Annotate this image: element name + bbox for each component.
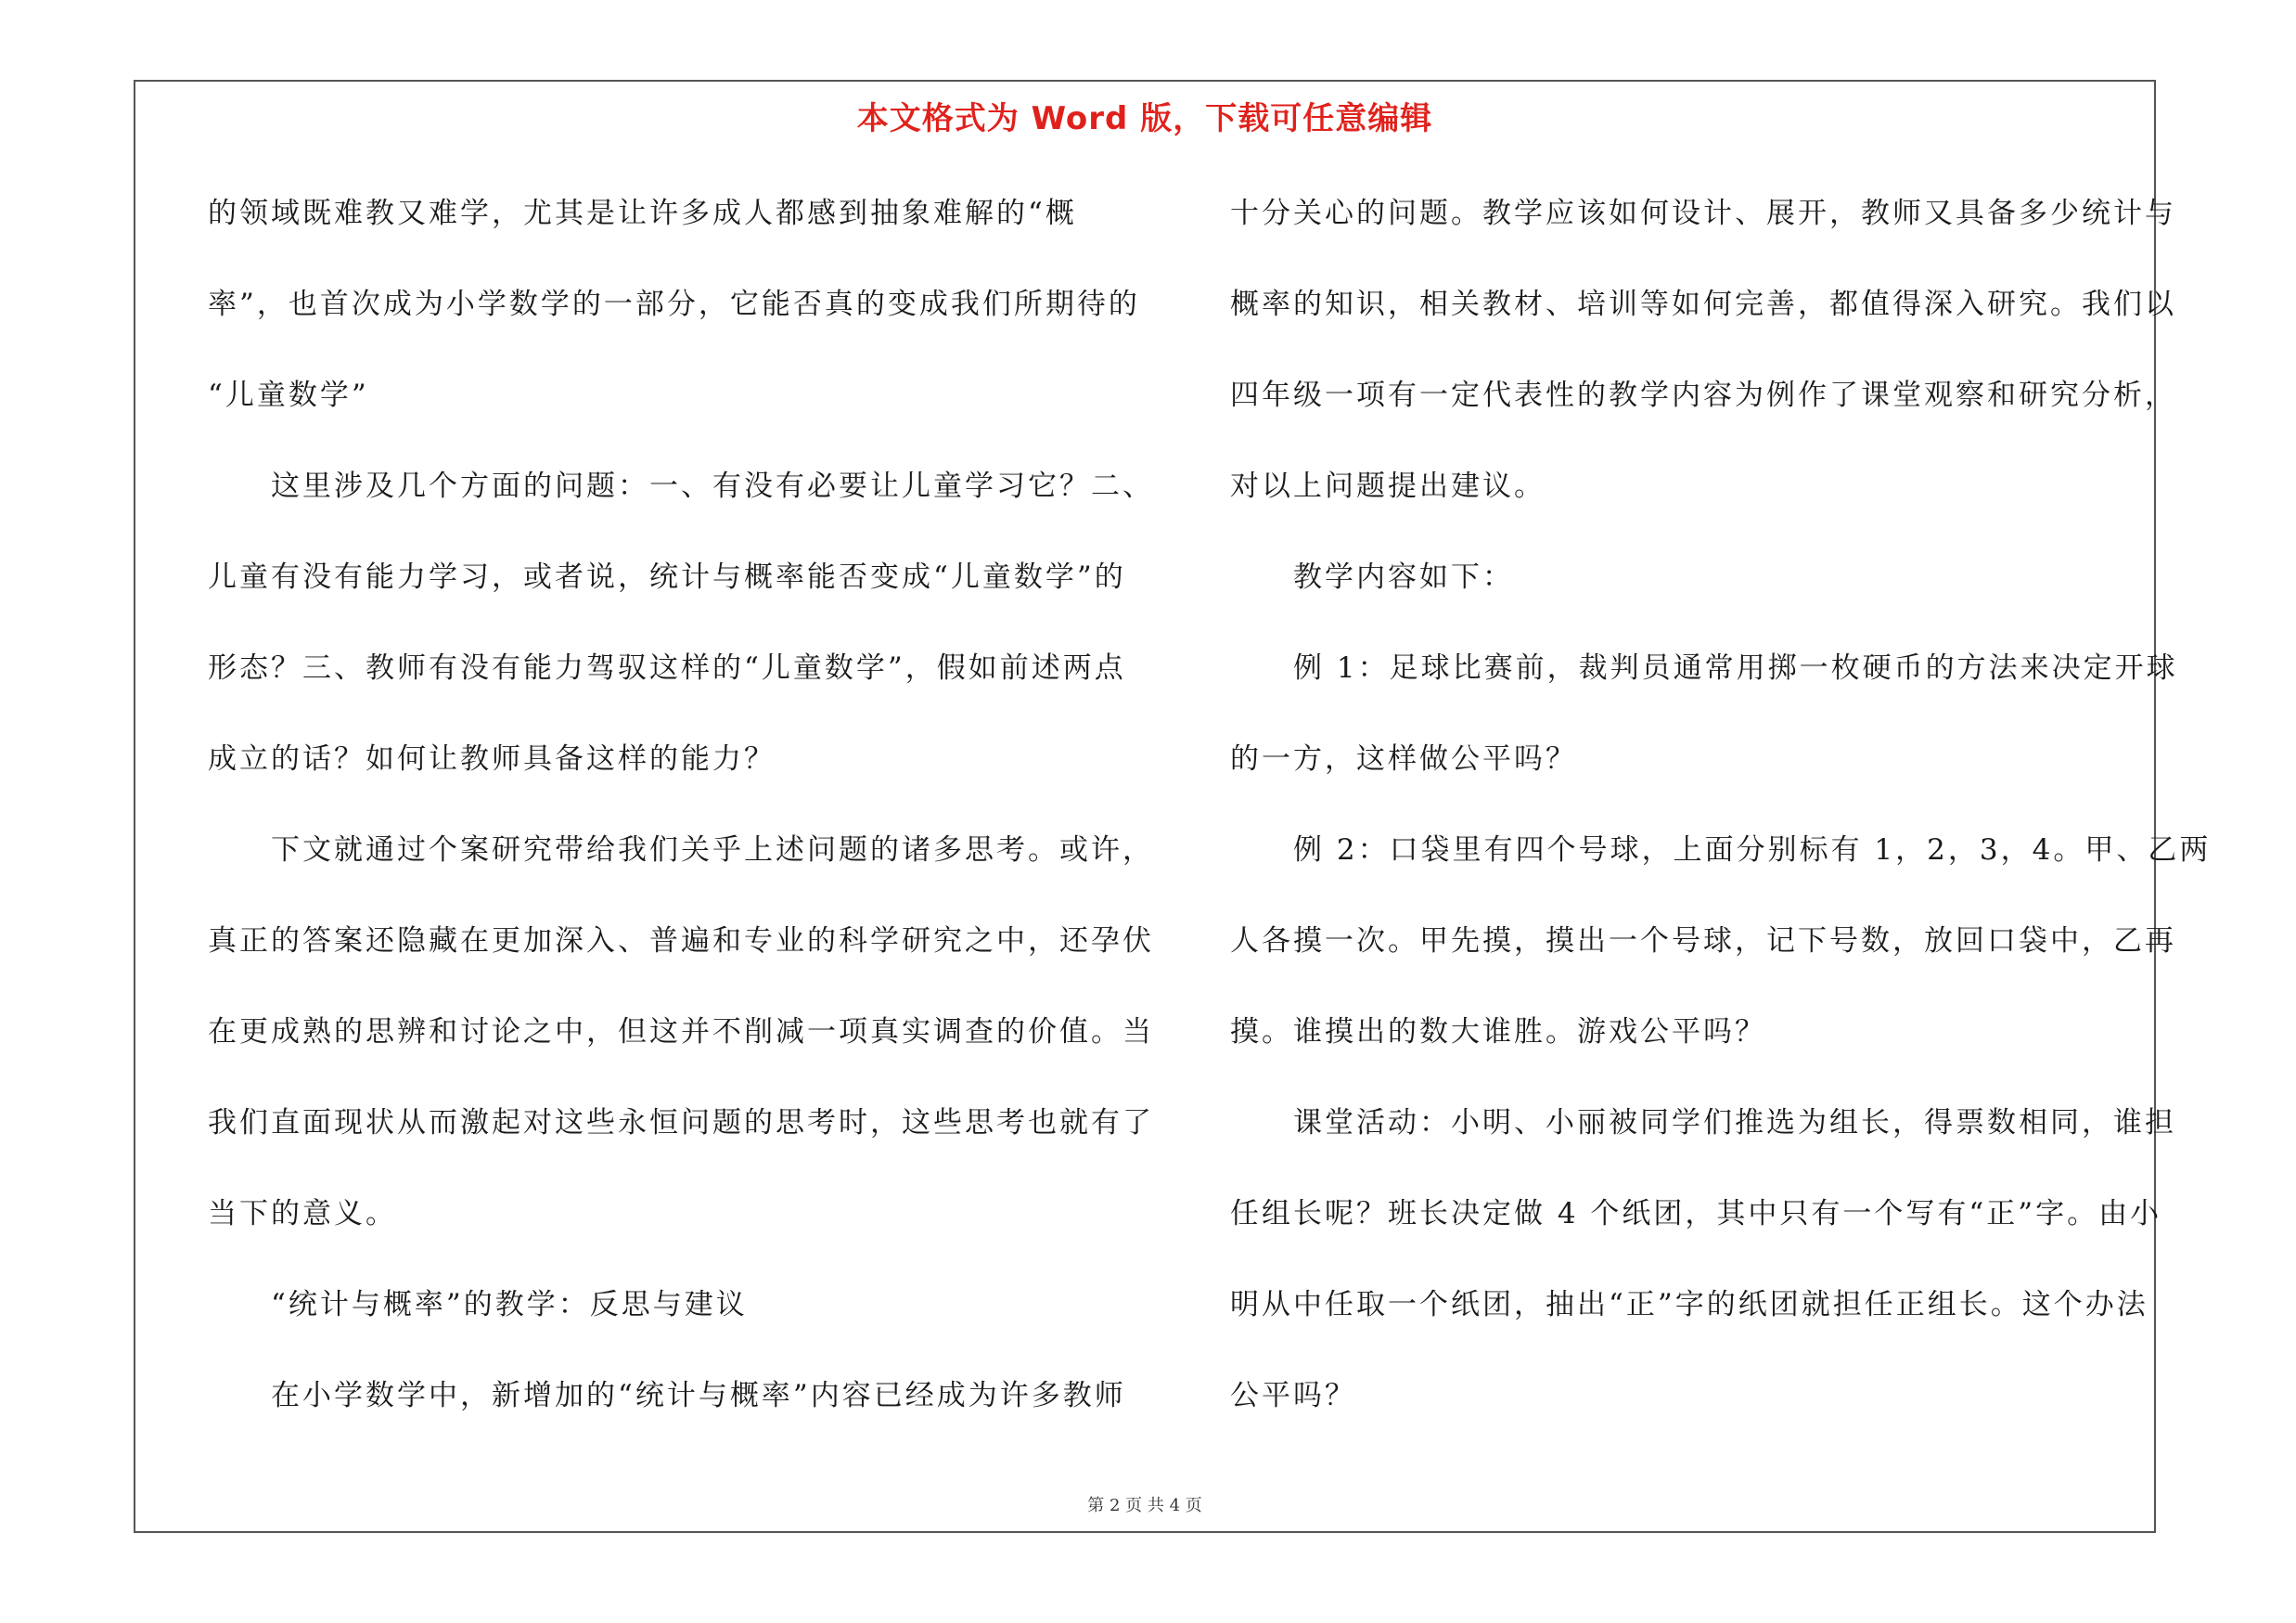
left-column (208, 184, 1154, 1457)
paragraph-line: 的领域既难教又难学，尤其是让许多成人都感到抽象难解的“概 (208, 197, 1077, 230)
paragraph-line: “儿童数学” (208, 379, 369, 412)
paragraph-line: 十分关心的问题。教学应该如何设计、展开，教师又具备多少统计与 (1230, 197, 2176, 230)
paragraph-line: 当下的意义。 (208, 1197, 397, 1230)
paragraph-line: 成立的话？如何让教师具备这样的能力？ (208, 742, 776, 776)
paragraph-line: 四年级一项有一定代表性的教学内容为例作了课堂观察和研究分析， (1230, 379, 2176, 412)
paragraph-line: 真正的答案还隐藏在更加深入、普遍和专业的科学研究之中，还孕伏 (208, 924, 1154, 958)
paragraph-line: 形态？三、教师有没有能力驾驭这样的“儿童数学”，假如前述两点 (208, 651, 1126, 685)
paragraph-line: 这里涉及几个方面的问题：一、有没有必要让儿童学习它？二、 (271, 470, 1154, 503)
section-heading: “统计与概率”的教学：反思与建议 (271, 1288, 748, 1321)
paragraph-line: 公平吗？ (1230, 1379, 1356, 1412)
paragraph-line: 明从中任取一个纸团，抽出“正”字的纸团就担任正组长。这个办法 (1230, 1288, 2148, 1321)
format-banner: 本文格式为 Word 版，下载可任意编辑 (856, 100, 1433, 137)
paragraph-line: 的一方，这样做公平吗？ (1230, 742, 1577, 776)
paragraph-line: 任组长呢？班长决定做 4 个纸团，其中只有一个写有“正”字。由小 (1230, 1197, 2162, 1230)
paragraph-line: 对以上问题提出建议。 (1230, 470, 1546, 503)
paragraph-line: 摸。谁摸出的数大谁胜。游戏公平吗？ (1230, 1015, 1766, 1049)
paragraph-line: 在更成熟的思辨和讨论之中，但这并不削减一项真实调查的价值。当 (208, 1015, 1154, 1049)
paragraph-line: 在小学数学中，新增加的“统计与概率”内容已经成为许多教师 (271, 1379, 1126, 1412)
paragraph-line: 人各摸一次。甲先摸，摸出一个号球，记下号数，放回口袋中，乙再 (1230, 924, 2176, 958)
page-frame (134, 80, 2212, 1533)
paragraph-line: 我们直面现状从而激起对这些永恒问题的思考时，这些思考也就有了 (208, 1106, 1154, 1140)
paragraph-line: 例 2：口袋里有四个号球，上面分别标有 1，2，3，4。甲、乙两 (1293, 833, 2212, 867)
paragraph-line: 课堂活动：小明、小丽被同学们推选为组长，得票数相同，谁担 (1293, 1106, 2176, 1140)
page-number-footer: 第 2 页 共 4 页 (1087, 1496, 1202, 1515)
right-column (1230, 184, 2212, 1457)
paragraph-line: 例 1：足球比赛前，裁判员通常用掷一枚硬币的方法来决定开球 (1293, 651, 2178, 685)
paragraph-line: 下文就通过个案研究带给我们关乎上述问题的诸多思考。或许， (271, 833, 1154, 867)
paragraph-line: 教学内容如下： (1293, 560, 1514, 594)
paragraph-line: 概率的知识，相关教材、培训等如何完善，都值得深入研究。我们以 (1230, 288, 2176, 321)
paragraph-line: 率”，也首次成为小学数学的一部分，它能否真的变成我们所期待的 (208, 288, 1140, 321)
paragraph-line: 儿童有没有能力学习，或者说，统计与概率能否变成“儿童数学”的 (208, 560, 1126, 594)
